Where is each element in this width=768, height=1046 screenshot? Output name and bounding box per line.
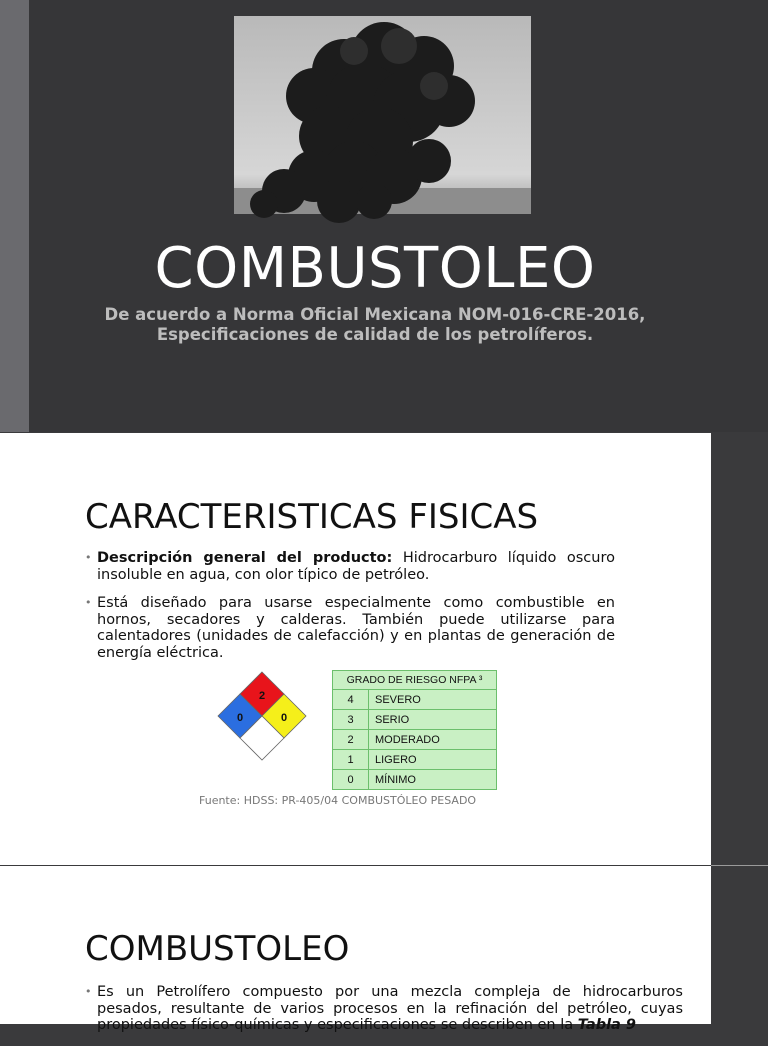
health-rating: 2 bbox=[258, 690, 266, 702]
slide-gutter bbox=[711, 866, 768, 1024]
list-item bbox=[85, 984, 683, 1034]
risk-label: LIGERO bbox=[369, 750, 497, 770]
risk-label: SEVERO bbox=[369, 690, 497, 710]
subtitle-line-2: Especificaciones de calidad de los petrolíferos. bbox=[156, 325, 594, 344]
table-row bbox=[333, 690, 497, 710]
bullet-text: Es un Petrolífero compuesto por una mezcla compleja de hidrocarburos pesados, resultante de varios procesos en la refinación del petróleo, cuyas propiedades físico-químicas y especificaciones se describen en la bbox=[97, 984, 683, 1033]
slide-subtitle bbox=[0, 305, 750, 345]
nfpa-risk-table bbox=[332, 670, 497, 790]
bullet-text: Está diseñado para usarse especialmente como combustible en hornos, secadores y calderas. También puede utilizarse para calentadores (unidades de calefacción) y en plantas de generación de energía eléctrica. bbox=[97, 595, 615, 661]
risk-label: MODERADO bbox=[369, 730, 497, 750]
risk-level: 1 bbox=[333, 750, 369, 770]
smoke-photo bbox=[234, 16, 531, 214]
bullet-label: Descripción general del producto: bbox=[97, 550, 393, 566]
slide-accent-bar bbox=[0, 0, 29, 432]
list-item bbox=[85, 595, 615, 661]
bullet-list bbox=[85, 984, 683, 1046]
bullet-icon: • bbox=[85, 985, 92, 998]
risk-level: 4 bbox=[333, 690, 369, 710]
nfpa-diamond bbox=[214, 670, 310, 766]
risk-level: 0 bbox=[333, 770, 369, 790]
reactivity-rating: 0 bbox=[280, 712, 288, 724]
table-row bbox=[333, 750, 497, 770]
table-reference: Tabla 9 bbox=[577, 1017, 636, 1033]
flammability-rating: 0 bbox=[236, 712, 244, 724]
list-item bbox=[85, 550, 615, 583]
table-row bbox=[333, 710, 497, 730]
risk-level: 3 bbox=[333, 710, 369, 730]
slide-gutter bbox=[711, 433, 768, 865]
bullet-icon: • bbox=[85, 551, 92, 564]
bullet-icon: • bbox=[85, 596, 92, 609]
risk-label: SERIO bbox=[369, 710, 497, 730]
table-header: GRADO DE RIESGO NFPA ³ bbox=[333, 671, 497, 690]
slide-title: COMBUSTOLEO bbox=[154, 236, 596, 301]
section-heading: COMBUSTOLEO bbox=[85, 929, 350, 969]
section-heading: CARACTERISTICAS FISICAS bbox=[85, 497, 539, 537]
title-slide bbox=[0, 0, 768, 432]
bullet-text: Hidrocarburo líquido oscuro insoluble en agua, con olor típico de petróleo. bbox=[97, 550, 615, 583]
bullet-list bbox=[85, 550, 615, 673]
table-row bbox=[333, 770, 497, 790]
table-row bbox=[333, 730, 497, 750]
table-header-row bbox=[333, 671, 497, 690]
subtitle-line-1: De acuerdo a Norma Oficial Mexicana NOM-016-CRE-2016, bbox=[104, 305, 646, 324]
risk-level: 2 bbox=[333, 730, 369, 750]
risk-label: MÍNIMO bbox=[369, 770, 497, 790]
source-caption: Fuente: HDSS: PR-405/04 COMBUSTÓLEO PESADO bbox=[199, 794, 477, 807]
